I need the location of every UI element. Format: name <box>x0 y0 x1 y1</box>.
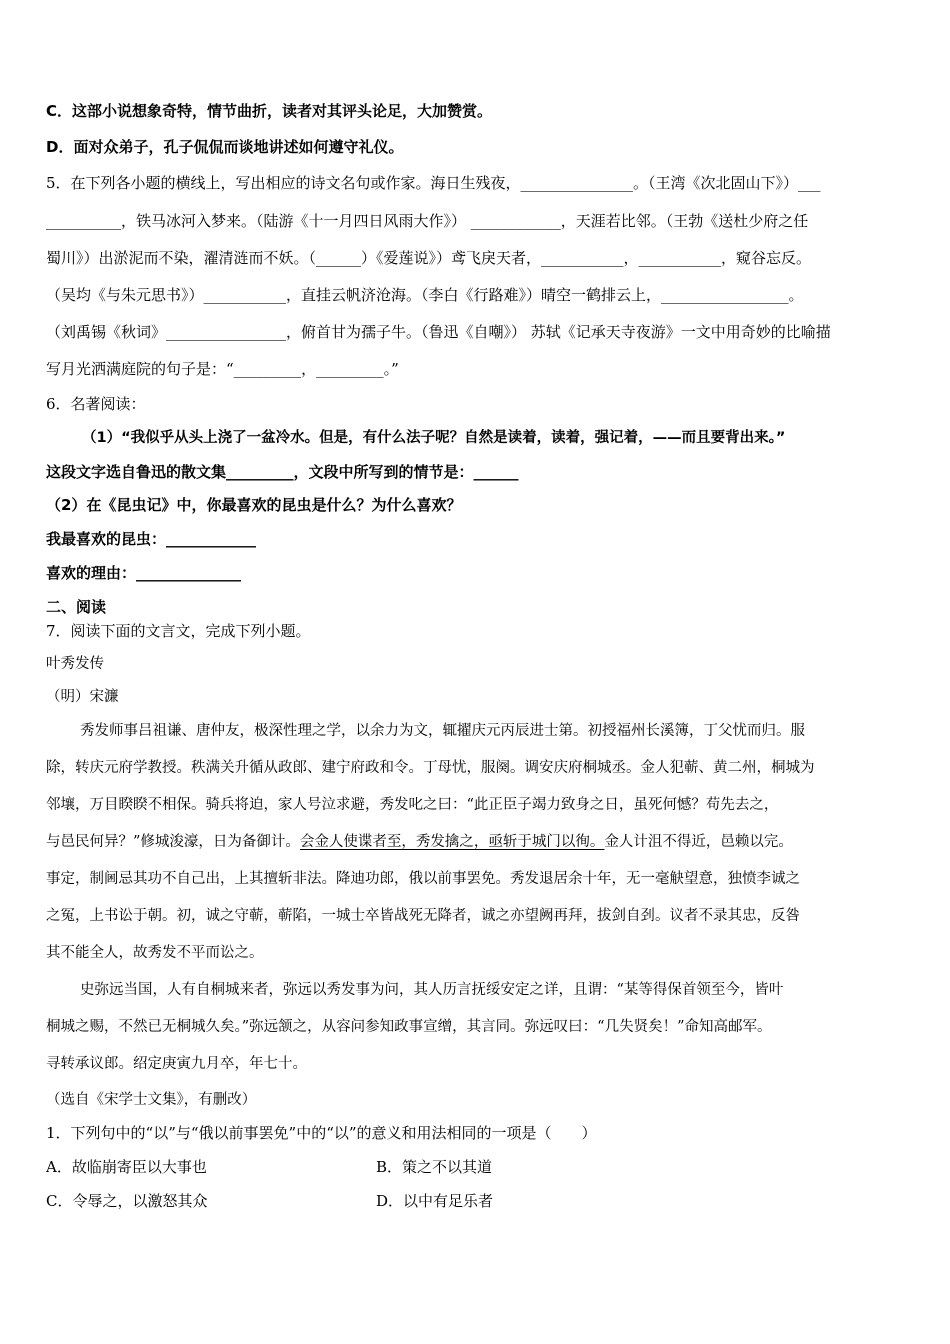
passage-p1-line-7: 其不能全人，故秀发不平而讼之。 <box>46 945 264 961</box>
q5-line-1: 5．在下列各小题的横线上，写出相应的诗文名句或作家。海日生残夜，_______________。（王湾《次北固山下》）___ <box>46 174 821 192</box>
passage-p1-line-4 <box>46 831 908 853</box>
passage-p2-line-1: 史弥远当国，人有自桐城来者，弥远以秀发事为问，其人历言抚绥安定之详，且谓：“某等得保首领至今，皆叶 <box>80 982 784 998</box>
q7-title: 7．阅读下面的文言文，完成下列小题。 <box>46 622 311 640</box>
passage-p2-line-2: 桐城之赐，不然已无桐城久矣。”弥远颔之，从容问参知政事宣缯，其言同。弥远叹曰：“几失贤矣！”命知高邮军。 <box>46 1019 772 1035</box>
passage-title: 叶秀发传 <box>46 656 104 672</box>
q5-line-4: （吴均《与朱元思书》）___________，直挂云帆济沧海。（李白《行路难》）晴空一鹤排云上，_________________。 <box>46 286 804 304</box>
passage-p1-line-6: 之冤，上书讼于朝。初，诚之守蕲，蕲陷，一城士卒皆战死无降者，诚之亦望阙再拜，拔剑自刭。议者不录其忠，反咎 <box>46 908 800 924</box>
passage-text: 与邑民何异？”修城浚濠，日为备御计。 <box>46 834 300 850</box>
sub-question-1: 1．下列句中的“以”与“俄以前事罢免”中的“以”的意义和用法相同的一项是（ ） <box>46 1124 597 1142</box>
passage-text: 金人计沮不得近，邑赖以完。 <box>604 834 793 850</box>
q5-line-6: 写月光洒满庭院的句子是：“_________，_________。” <box>46 360 399 378</box>
section-heading: 二、阅读 <box>46 598 107 616</box>
option-row-cd <box>46 1190 908 1212</box>
q5-line-5: （刘禹锡《秋词》________________，俯首甘为孺子牛。（鲁迅《自嘲》） 苏轼《记承天寺夜游》一文中用奇妙的比喻描 <box>46 323 831 341</box>
passage-p1-line-2: 除，转庆元府学教授。秩满关升循从政郎、建宁府政和令。丁母忧，服阕。调安庆府桐城丞。金人犯蕲、黄二州，桐城为 <box>46 760 815 776</box>
q4-option-d: D．面对众弟子，孔子侃侃而谈地讲述如何遵守礼仪。 <box>46 138 404 156</box>
q5-line-2: __________，铁马冰河入梦来。（陆游《十一月四日风雨大作》） ____________，天涯若比邻。（王勃《送杜少府之任 <box>46 212 809 230</box>
passage-p1-line-5: 事定，制阃忌其功不自己出，上其擅斩非法。降迪功郎，俄以前事罢免。秀发退居余十年，无一毫觖望意，独愤李诚之 <box>46 871 800 887</box>
passage-p1-line-3: 邻壤，万目睽睽不相保。骑兵将迫，家人号泣求避，秀发叱之曰：“此正臣子竭力致身之日，虽死何憾？苟先去之， <box>46 797 779 813</box>
underlined-sentence: 会金人使谍者至，秀发擒之，亟斩于城门以徇。 <box>299 834 605 850</box>
passage-p1-line-1: 秀发师事吕祖谦、唐仲友，极深性理之学，以余力为文，辄擢庆元丙辰进士第。初授福州长溪簿，丁父忧而归。服 <box>80 723 805 739</box>
q6-part2-question: （2）在《昆虫记》中，你最喜欢的昆虫是什么？为什么喜欢？ <box>46 496 462 514</box>
q6-part1-question: 这段文字选自鲁迅的散文集_________，文段中所写到的情节是：______ <box>46 463 519 481</box>
q5-line-3: 蜀川》）出淤泥而不染，濯清涟而不妖。（______）《爱莲说》）鸢飞戾天者，___________，___________，窥谷忘反。 <box>46 249 812 267</box>
passage-source: （选自《宋学士文集》，有删改） <box>46 1092 257 1108</box>
option-a: A．故临崩寄臣以大事也 <box>46 1158 207 1176</box>
q6-favorite-insect: 我最喜欢的昆虫：____________ <box>46 530 257 548</box>
option-c: C．令辱之，以激怒其众 <box>46 1192 208 1210</box>
passage-p2-line-3: 寻转承议郎。绍定庚寅九月卒，年七十。 <box>46 1056 307 1072</box>
q6-title: 6．名著阅读： <box>46 395 146 413</box>
q4-option-c: C．这部小说想象奇特，情节曲折，读者对其评头论足，大加赞赏。 <box>46 102 493 120</box>
option-d: D．以中有足乐者 <box>376 1192 494 1210</box>
option-row-ab <box>46 1156 908 1178</box>
option-b: B．策之不以其道 <box>376 1158 493 1176</box>
q6-reason: 喜欢的理由：______________ <box>46 564 242 582</box>
q6-part1-quote: （1）“我似乎从头上浇了一盆冷水。但是，有什么法子呢？自然是读着，读着，强记着，——而且要背出来。” <box>82 430 786 446</box>
passage-author: （明）宋濂 <box>46 689 119 705</box>
